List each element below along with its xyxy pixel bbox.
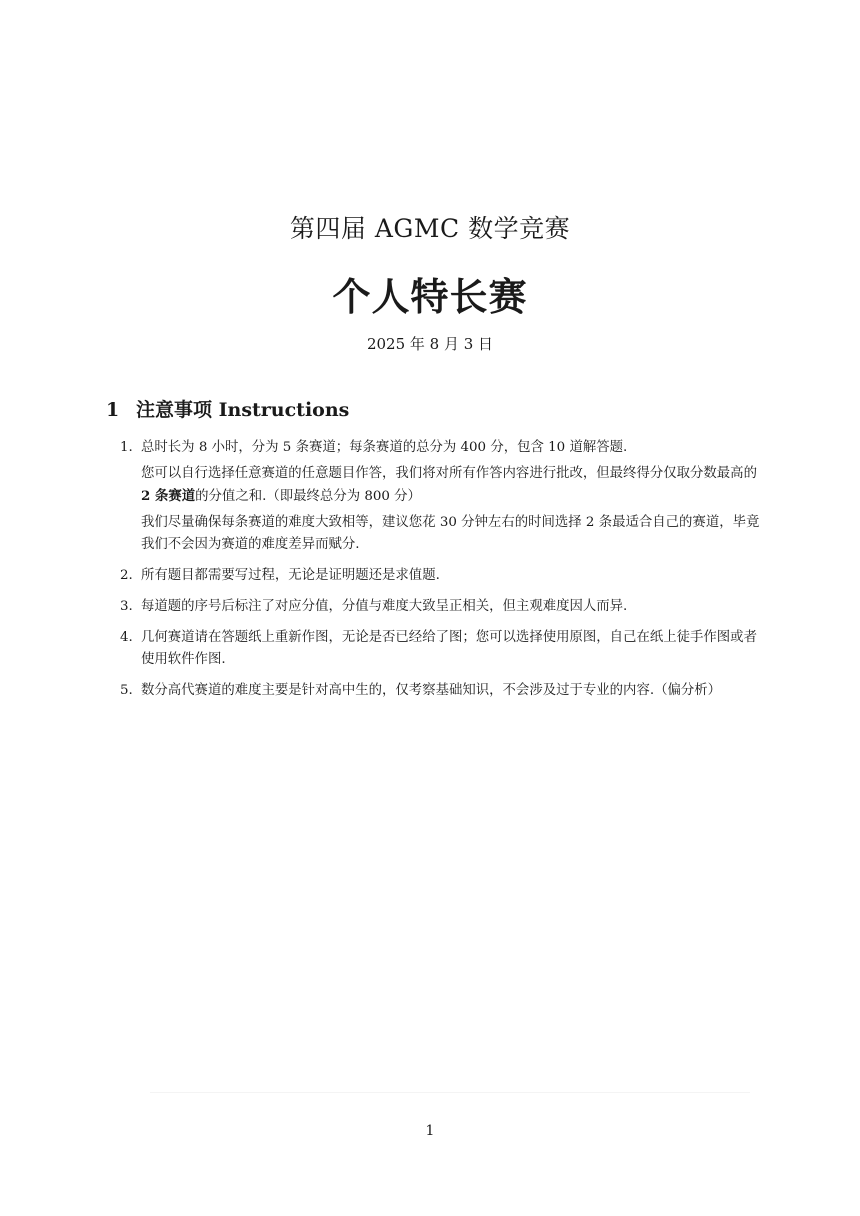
instruction-text: [141, 463, 760, 508]
competition-subtitle: 第四届 AGMC 数学竞赛: [289, 214, 571, 243]
instruction-item-4: [120, 627, 760, 671]
instruction-emphasis: 2 条赛道: [141, 488, 196, 504]
page-number: 1: [425, 1123, 435, 1139]
instruction-text: 所有题目都需要写过程，无论是证明题还是求值题.: [141, 568, 440, 583]
instructions-list: [120, 437, 760, 711]
instruction-item-2: [120, 565, 760, 587]
page-title: 个人特长赛: [332, 274, 528, 319]
instruction-number: 5.: [120, 683, 133, 698]
section-number: 1: [106, 399, 120, 421]
instruction-text: 几何赛道请在答题纸上重新作图，无论是否已经给了图；您可以选择使用原图，自己在纸上徒手作图或者使用软件作图.: [141, 630, 757, 667]
section-title: 注意事项 Instructions: [136, 399, 350, 421]
instruction-text-part: 您可以自行选择任意赛道的任意题目作答，我们将对所有作答内容进行批改，但最终得分仅取分数最高的: [141, 466, 757, 481]
instruction-number: 2.: [120, 568, 133, 583]
instruction-item-5: [120, 680, 760, 702]
instruction-number: 1.: [120, 440, 133, 455]
instruction-number: 3.: [120, 599, 133, 614]
section-heading: [106, 396, 349, 424]
instruction-text: 每道题的序号后标注了对应分值，分值与难度大致呈正相关，但主观难度因人而异.: [141, 599, 628, 614]
instruction-item-1: [120, 437, 760, 556]
instruction-item-3: [120, 596, 760, 618]
instruction-text-part: 的分值之和.（即最终总分为 800 分）: [195, 489, 421, 504]
instruction-text: 我们尽量确保每条赛道的难度大致相等，建议您花 30 分钟左右的时间选择 2 条最适合自己的赛道，毕竟我们不会因为赛道的难度差异而赋分.: [141, 515, 760, 552]
instruction-number: 4.: [120, 630, 133, 645]
exam-date: 2025 年 8 月 3 日: [366, 335, 494, 353]
footer-divider: [150, 1092, 750, 1093]
instruction-text: 总时长为 8 小时，分为 5 条赛道；每条赛道的总分为 400 分，包含 10 道解答题.: [141, 440, 628, 455]
instruction-text: 数分高代赛道的难度主要是针对高中生的，仅考察基础知识，不会涉及过于专业的内容.（偏分析）: [141, 683, 722, 698]
